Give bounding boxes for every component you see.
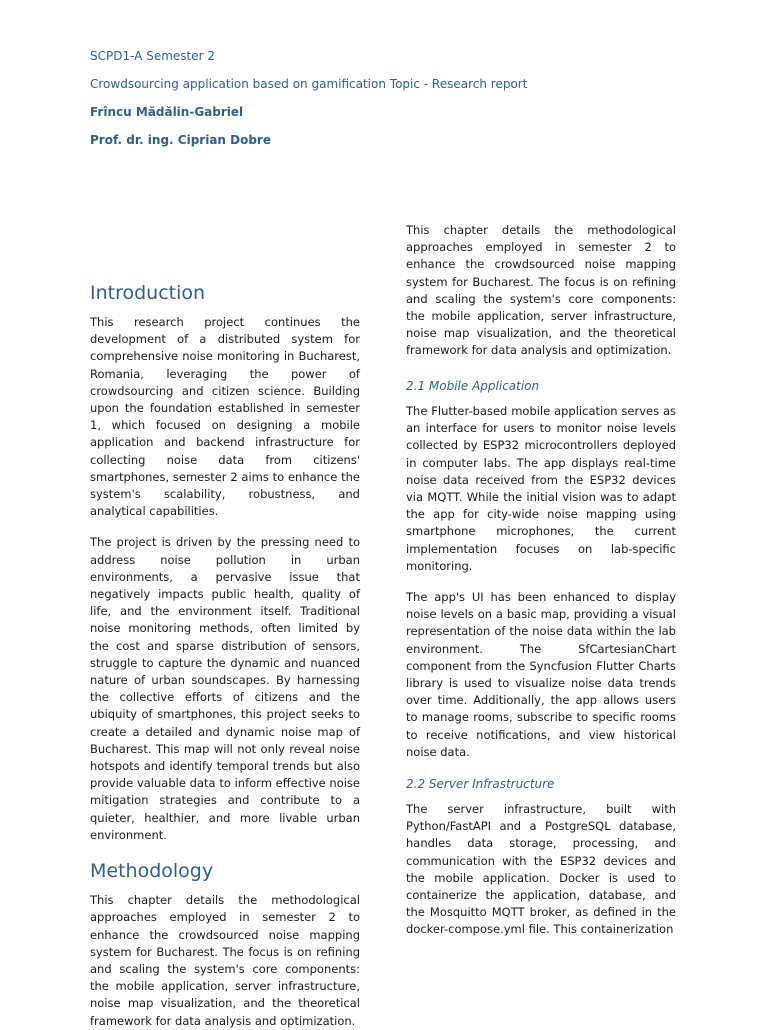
introduction-paragraph-2: The project is driven by the pressing need to address noise pollution in urban environments, a pervasive issue that negatively impacts public health, quality of life, and the environment itself. Traditional noise monitoring methods, often limited by the cost and sparse distribution of sensors, struggle to capture the dynamic and nuanced nature of urban soundscapes. By harnessing the collective efforts of citizens and the ubiquity of smartphones, this project seeks to create a detailed and dynamic noise map of Bucharest. This map will not only reveal noise hotspots and identify temporal trends but also provide valuable data to inform effective noise mitigation strategies and contribute to a quieter, healthier, and more livable urban environment. (90, 535, 360, 842)
methodology-paragraph-continued (406, 223, 676, 363)
introduction-paragraph-1: This research project continues the development of a distributed system for comprehensive noise monitoring in Bucharest, Romania, leveraging the power of crowdsourcing and citizen science. Building upon the foundation established in semester 1, which focused on designing a mobile application and backend infrastructure for collecting noise data from citizens' smartphones, semester 2 aims to enhance the system's scalability, robustness, and analytical capabilities. (90, 315, 360, 519)
right-column (406, 223, 676, 953)
document-header (90, 48, 690, 148)
course-label: SCPD1-A Semester 2 (90, 49, 215, 63)
mobile-app-paragraph-2: The app's UI has been enhanced to display noise levels on a basic map, providing a visual representation of the noise data within the lab environment. The SfCartesianChart component from the Syncfusion Flutter Charts library is used to visualize noise data trends over time. Additionally, the app allows users to manage rooms, subscribe to specific rooms to receive notifications, and view historical noise data. (406, 590, 676, 759)
professor-name: Prof. dr. ing. Ciprian Dobre (90, 133, 271, 147)
methodology-paragraph-1: This chapter details the methodological approaches employed in semester 2 to enhance the crowdsourced noise mapping system for Bucharest. The focus is on refining and scaling the system's core components: the mobile application, server infrastructure, noise map visualization, and the theoretical framework for data analysis and optimization. (90, 893, 360, 1028)
report-topic: Crowdsourcing application based on gamification Topic - Research report (90, 77, 528, 91)
introduction-heading: Introduction (90, 282, 206, 304)
server-paragraph-1: The server infrastructure, built with Python/FastAPI and a PostgreSQL database, handles data storage, processing, and communication with the ESP32 devices and the mobile application. Docker is used to containerize the application, database, and the Mosquitto MQTT broker, as defined in the docker-compose.yml file. This containerization (406, 802, 676, 937)
methodology-heading: Methodology (90, 860, 214, 883)
author-name: Frîncu Mădălin-Gabriel (90, 105, 244, 119)
mobile-app-heading: 2.1 Mobile Application (406, 379, 540, 393)
methodology-continued-text: This chapter details the methodological approaches employed in semester 2 to enhance the crowdsourced noise mapping system for Bucharest. The focus is on refining and scaling the system's core components: the mobile application, server infrastructure, noise map visualization, and the theoretical framework for data analysis and optimization. (406, 223, 676, 358)
server-heading: 2.2 Server Infrastructure (406, 777, 555, 792)
mobile-app-paragraph-1: The Flutter-based mobile application serves as an interface for users to monitor noise levels collected by ESP32 microcontrollers deployed in computer labs. The app displays real-time noise data received from the ESP32 devices via MQTT. While the initial vision was to adapt the app for city-wide noise mapping using smartphone microphones, the current implementation focuses on lab-specific monitoring. (406, 404, 676, 573)
left-column (90, 280, 360, 1028)
